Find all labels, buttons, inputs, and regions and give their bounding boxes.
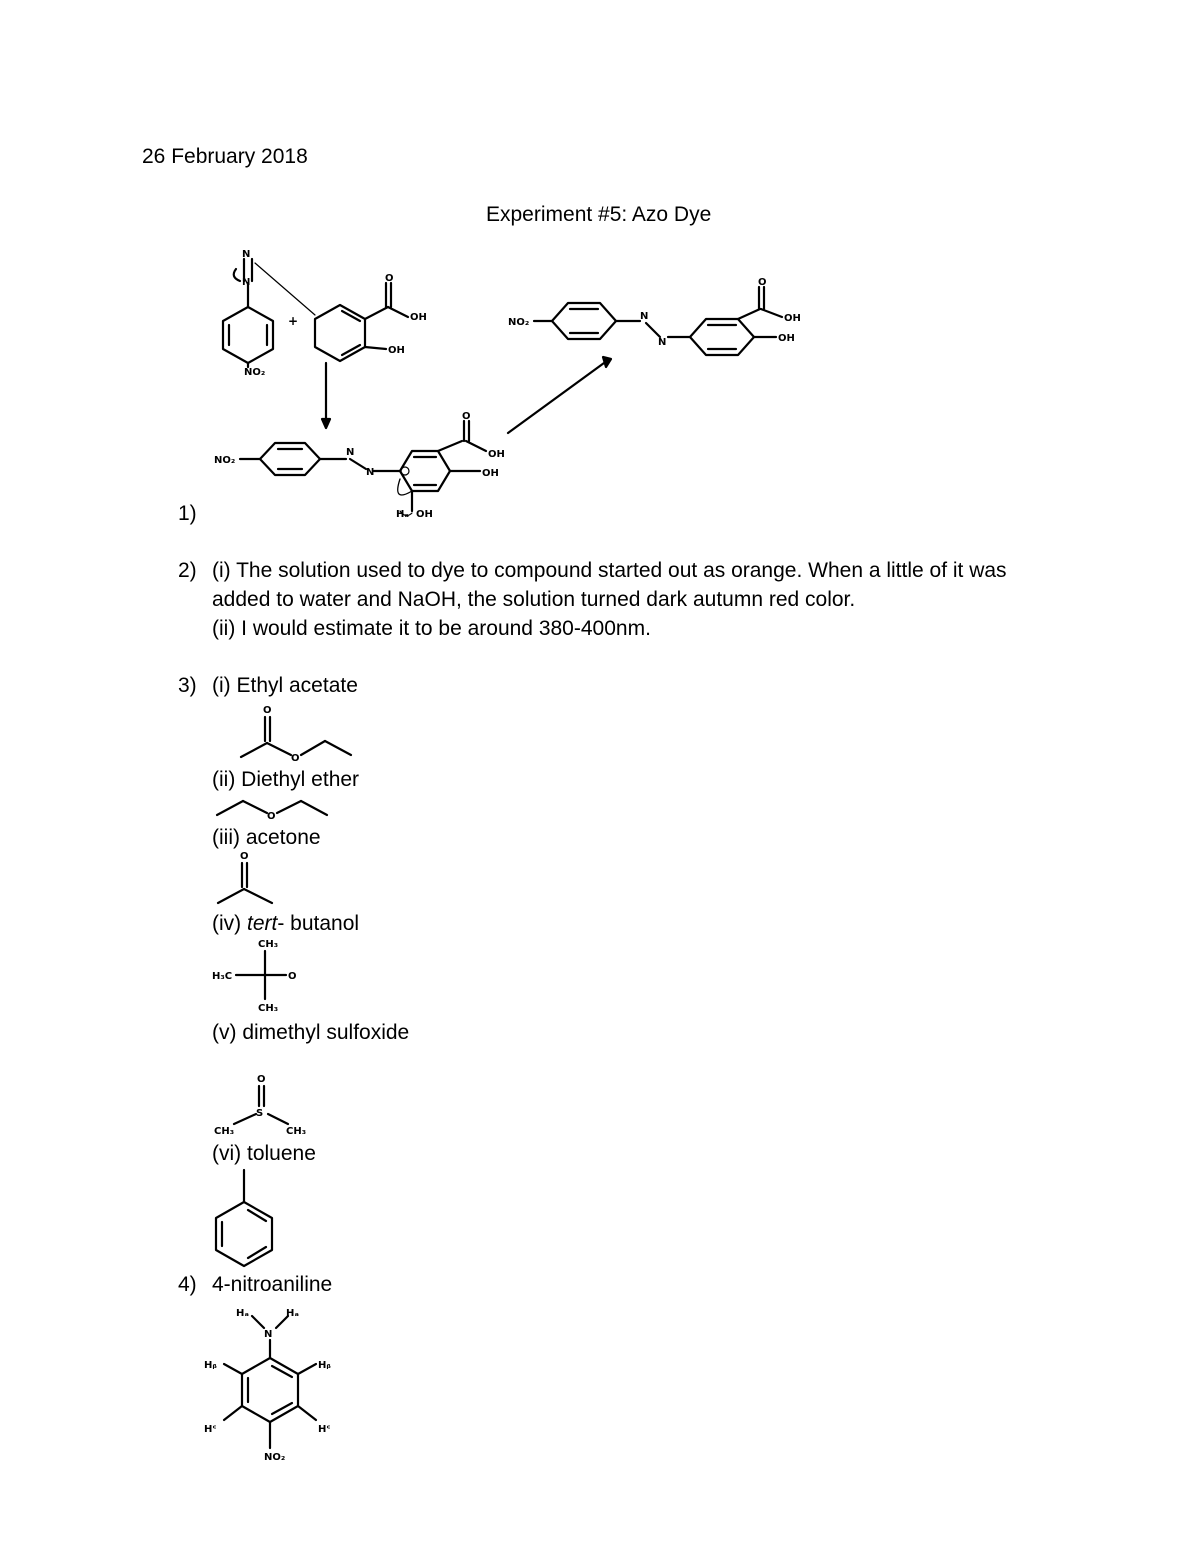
bond-line	[234, 269, 240, 281]
bond-line	[325, 741, 351, 755]
question-1-number: 1)	[178, 502, 197, 525]
dimethyl-sulfoxide-structure	[212, 1072, 322, 1142]
bond-line	[388, 307, 408, 317]
atom-o: O	[288, 971, 297, 982]
atom-s: S	[256, 1108, 264, 1119]
question-2-line-2: added to water and NaOH, the solution turned dark autumn red color.	[212, 588, 856, 611]
bond-line	[761, 309, 782, 317]
diagonal-arrow	[508, 363, 604, 433]
azo-dye-product	[508, 277, 801, 355]
atom-n: N	[242, 249, 251, 260]
bond-line	[342, 345, 360, 355]
plus-sign: +	[288, 314, 299, 328]
atom-ch3: CH₃	[214, 1126, 235, 1137]
bond-line	[267, 743, 291, 755]
atom-o: O	[263, 705, 272, 716]
bond-line	[216, 1202, 272, 1266]
atom-o: O	[385, 273, 394, 284]
bond-line	[248, 1210, 266, 1221]
bond-line	[342, 311, 360, 321]
azo-coupling-scheme	[200, 245, 840, 525]
bond-line	[350, 459, 366, 469]
atom-h-a: Hₐ	[286, 1308, 299, 1319]
atom-ch3: CH₃	[286, 1126, 307, 1137]
atom-no2: NO₂	[264, 1452, 286, 1463]
atom-o: O	[240, 851, 249, 862]
bond-line	[223, 307, 273, 363]
bond-line	[276, 1316, 288, 1328]
question-2-line-3: (ii) I would estimate it to be around 380-400nm.	[212, 617, 651, 640]
bond-line	[218, 889, 244, 903]
atom-oh: OH	[388, 345, 405, 356]
solvent-label-acetone: (iii) acetone	[212, 826, 321, 849]
atom-h-b: Hᵦ	[318, 1360, 331, 1371]
document-title: Experiment #5: Azo Dye	[486, 203, 712, 226]
solvent-label-diethyl-ether: (ii) Diethyl ether	[212, 768, 360, 791]
atom-h-a: Hₐ	[236, 1308, 249, 1319]
atom-n: N	[346, 447, 355, 458]
ethyl-acetate-structure	[235, 703, 375, 763]
bond-line	[322, 419, 330, 428]
bond-line	[298, 1364, 316, 1374]
atom-o: O	[267, 811, 276, 822]
atom-oh: OH	[482, 468, 499, 479]
atom-oh: OH	[778, 333, 795, 344]
question-2-line-1: (i) The solution used to dye to compound started out as orange. When a little of it was	[212, 559, 1007, 582]
bond-line	[241, 743, 267, 757]
diethyl-ether-structure	[215, 795, 345, 823]
bond-line	[401, 467, 409, 475]
bond-line	[234, 1114, 256, 1124]
atom-o: O	[758, 277, 767, 288]
bond-line	[255, 263, 315, 315]
question-2-number: 2)	[178, 559, 197, 582]
solvent-label-dimethyl-sulfoxide: (v) dimethyl sulfoxide	[212, 1021, 410, 1044]
atom-oh: OH	[784, 313, 801, 324]
atom-n: N	[658, 337, 667, 348]
atom-h-b: Hᵦ	[204, 1360, 217, 1371]
atom-n: N	[264, 1329, 273, 1340]
bond-line	[243, 801, 267, 813]
atom-h3c: H₃C	[212, 971, 233, 982]
atom-oh: OH	[488, 449, 505, 460]
bond-line	[301, 741, 325, 755]
intermediate-product	[214, 411, 505, 520]
atom-oh: OH	[410, 312, 427, 323]
atom-h-c: Hᶜ	[318, 1424, 331, 1435]
atom-no2: NO₂	[508, 317, 530, 328]
atom-h-c: Hᶜ	[204, 1424, 217, 1435]
atom-no2: NO₂	[244, 367, 266, 378]
atom-o: O	[291, 753, 300, 764]
document-date: 26 February 2018	[142, 145, 308, 168]
atom-n: N	[366, 467, 375, 478]
question-3-number: 3)	[178, 674, 197, 697]
bond-line	[252, 1316, 264, 1328]
atom-oh: OH	[416, 509, 433, 520]
tert-butanol-prefix: (iv)	[212, 912, 247, 935]
diazonium-reactant	[223, 249, 315, 378]
toluene-structure	[212, 1168, 282, 1278]
bond-line	[224, 1364, 242, 1374]
atom-ch3: CH₃	[258, 939, 279, 950]
bond-line	[217, 801, 243, 815]
4-nitroaniline-structure	[200, 1302, 350, 1472]
bond-line	[268, 1114, 288, 1124]
bond-line	[646, 323, 660, 337]
solvent-label-toluene: (vi) toluene	[212, 1142, 316, 1165]
solvent-label-tert-butanol	[212, 911, 359, 937]
salicylic-acid-reactant	[315, 273, 427, 361]
bond-line	[244, 889, 272, 903]
bond-line	[438, 441, 462, 451]
atom-n: N	[242, 277, 251, 288]
atom-o: O	[257, 1074, 266, 1085]
solvent-label-ethyl-acetate: (i) Ethyl acetate	[212, 674, 358, 697]
atom-n: N	[640, 311, 649, 322]
bond-line	[603, 357, 611, 367]
bond-line	[277, 801, 301, 813]
bond-line	[315, 305, 365, 361]
bond-line	[365, 307, 388, 319]
bond-line	[260, 443, 320, 475]
bond-line	[224, 1406, 242, 1420]
tert-butanol-structure	[210, 935, 320, 1015]
tert-butanol-suffix: - butanol	[277, 912, 360, 935]
bond-line	[242, 1358, 298, 1422]
bond-line	[365, 347, 386, 349]
bond-line	[738, 309, 760, 319]
tert-butanol-emphasis: tert	[247, 912, 278, 935]
acetone-structure	[214, 849, 284, 909]
bond-line	[466, 441, 486, 451]
atom-ch3: CH₃	[258, 1003, 279, 1014]
question-4-number: 4)	[178, 1273, 197, 1296]
bond-line	[298, 1406, 316, 1420]
bond-line	[248, 1247, 266, 1258]
atom-o: O	[462, 411, 471, 422]
atom-h: Hₐ	[396, 509, 409, 520]
atom-no2: NO₂	[214, 455, 236, 466]
bond-line	[301, 801, 327, 815]
question-4-label: 4-nitroaniline	[212, 1273, 333, 1296]
